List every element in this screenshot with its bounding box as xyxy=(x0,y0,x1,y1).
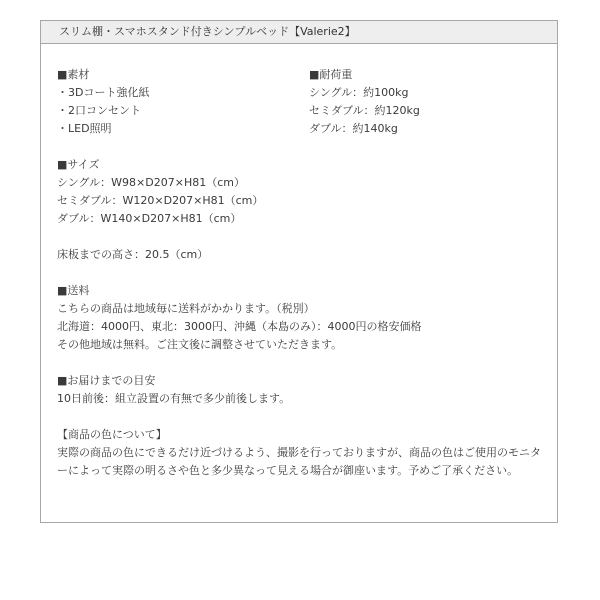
materials-load-section xyxy=(57,66,547,138)
materials-heading: ■素材 xyxy=(57,68,90,81)
materials-item: ・3Dコート強化紙 xyxy=(57,86,150,99)
delivery-text: 10日前後：組立設置の有無で多少前後します。 xyxy=(57,392,291,405)
size-heading: ■サイズ xyxy=(57,158,100,171)
size-item: セミダブル：W120×D207×H81（cm） xyxy=(57,194,264,207)
panel-title: スリム棚・スマホスタンド付きシンプルベッド【Valerie2】 xyxy=(41,21,557,44)
shipping-line: こちらの商品は地域毎に送料がかかります。（税別） xyxy=(57,302,315,315)
load-capacity-item: シングル：約100kg xyxy=(309,86,409,99)
load-capacity-heading: ■耐荷重 xyxy=(309,68,353,81)
shipping-line: その他地域は無料。ご注文後に調整させていただきます。 xyxy=(57,338,343,351)
spec-content xyxy=(57,66,547,480)
materials-item: ・LED照明 xyxy=(57,122,112,135)
floor-height-section xyxy=(57,246,547,264)
load-capacity-item: ダブル：約140kg xyxy=(309,122,398,135)
shipping-heading: ■送料 xyxy=(57,284,90,297)
delivery-heading: ■お届けまでの目安 xyxy=(57,374,156,387)
materials-item: ・2口コンセント xyxy=(57,104,141,117)
floor-height-text: 床板までの高さ：20.5（cm） xyxy=(57,248,209,261)
size-item: ダブル：W140×D207×H81（cm） xyxy=(57,212,242,225)
materials-section xyxy=(57,66,149,138)
color-note-heading: 【商品の色について】 xyxy=(57,428,167,441)
color-note-text: 実際の商品の色にできるだけ近づけるよう、撮影を行っておりますが、商品の色はご使用のモニターによって実際の明るさや色と多少異なって見える場合が御座います。予めご了承ください。 xyxy=(57,446,541,477)
size-item: シングル：W98×D207×H81（cm） xyxy=(57,176,245,189)
load-capacity-item: セミダブル：約120kg xyxy=(309,104,420,117)
size-section xyxy=(57,156,547,228)
shipping-section xyxy=(57,282,547,354)
load-capacity-section xyxy=(309,66,420,138)
color-note-section xyxy=(57,426,547,480)
product-spec-panel xyxy=(40,20,558,523)
delivery-section xyxy=(57,372,547,408)
shipping-line: 北海道：4000円、東北：3000円、沖縄（本島のみ）：4000円の格安価格 xyxy=(57,320,422,333)
